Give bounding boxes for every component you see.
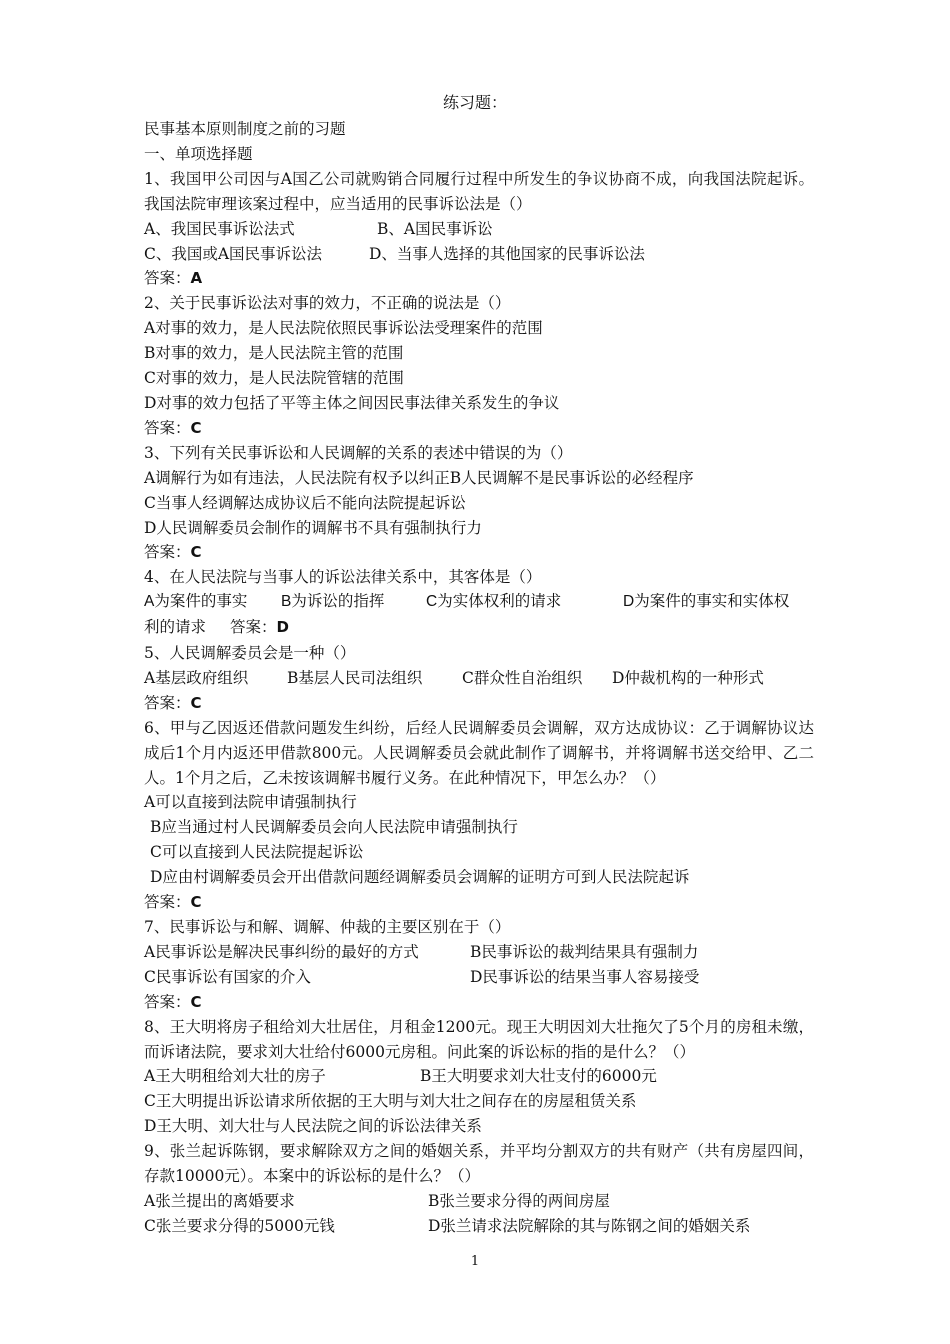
answer-label: 答案： — [144, 418, 191, 437]
option-b: B对事的效力，是人民法院主管的范围 — [144, 344, 404, 363]
option-d: D人民调解委员会制作的调解书不具有强制执行力 — [144, 518, 482, 537]
option-c: C王大明提出诉讼请求所依据的王大明与刘大壮之间存在的房屋租赁关系 — [144, 1092, 637, 1111]
question-7-stem: 7、民事诉讼与和解、调解、仲裁的主要区别在于（） — [144, 918, 511, 936]
answer-value: C — [190, 543, 202, 562]
question-2-stem: 2、关于民事诉讼法对事的效力，不正确的说法是（） — [144, 294, 511, 313]
option-ab: A调解行为如有违法，人民法院有权予以纠正B人民调解不是民事诉讼的必经程序 — [144, 468, 694, 487]
option-a: A王大明租给刘大壮的房子 — [144, 1067, 326, 1086]
option-c: C张兰要求分得的5000元钱 — [144, 1216, 335, 1235]
answer-1 — [144, 266, 814, 291]
answer-value: C — [190, 418, 202, 437]
option-b: B民事诉讼的裁判结果具有强制力 — [470, 942, 699, 961]
option-b: B王大明要求刘大壮支付的6000元 — [420, 1067, 657, 1086]
option-c: C为实体权利的请求 — [426, 593, 562, 611]
question-5-stem: 5、人民调解委员会是一种（） — [144, 644, 356, 663]
question-4-continuation — [144, 615, 814, 641]
option-a: A可以直接到法院申请强制执行 — [144, 793, 357, 812]
option-b: B应当通过村人民调解委员会向人民法院申请强制执行 — [150, 818, 518, 837]
question-1-options-ab — [144, 217, 814, 242]
question-4-stem: 4、在人民法院与当事人的诉讼法律关系中，其客体是（） — [144, 568, 542, 587]
option-a: A张兰提出的离婚要求 — [144, 1191, 295, 1210]
option-a: A、我国民事诉讼法式 — [144, 219, 295, 238]
question-6-stem: 6、甲与乙因返还借款问题发生纠纷，后经人民调解委员会调解，双方达成协议：乙于调解协议达成后1个月内返还甲借款800元。人民调解委员会就此制作了调解书，并将调解书送交给甲、乙二人。1个月之后，乙未按该调解书履行义务。在此种情况下，甲怎么办？（） — [144, 718, 814, 787]
option-d: D王大明、刘大壮与人民法院之间的诉讼法律关系 — [144, 1117, 482, 1136]
answer-3 — [144, 540, 814, 565]
option-b: B张兰要求分得的两间房屋 — [428, 1191, 610, 1210]
option-a: A民事诉讼是解决民事纠纷的最好的方式 — [144, 942, 419, 961]
answer-value: C — [190, 893, 202, 912]
option-c: C当事人经调解达成协议后不能向法院提起诉讼 — [144, 493, 466, 512]
answer-6 — [144, 890, 814, 915]
option-c: C对事的效力，是人民法院管辖的范围 — [144, 369, 404, 388]
question-9-options-ab — [144, 1189, 814, 1214]
answer-2 — [144, 416, 814, 441]
question-9-options-cd — [144, 1214, 814, 1239]
question-1-options-cd — [144, 242, 814, 267]
document-body — [144, 117, 814, 1239]
option-c: C群众性自治组织 — [462, 668, 583, 687]
page-number: 1 — [470, 1254, 480, 1269]
answer-label: 答案： — [144, 693, 191, 712]
subtitle: 民事基本原则制度之前的习题 — [144, 120, 346, 138]
question-5-options — [144, 666, 814, 691]
answer-7 — [144, 990, 814, 1015]
option-a: A为案件的事实 — [144, 593, 248, 611]
answer-label: 答案： — [230, 618, 277, 637]
option-d: D为案件的事实和实体权 — [623, 593, 790, 611]
question-8-stem: 8、王大明将房子租给刘大壮居住，月租金1200元。现王大明因刘大壮拖欠了5个月的房租未缴，而诉诸法院，要求刘大壮给付6000元房租。问此案的诉讼标的指的是什么？（） — [144, 1017, 814, 1061]
section-heading: 一、单项选择题 — [144, 144, 253, 163]
question-9-stem: 9、张兰起诉陈钢，要求解除双方之间的婚姻关系，并平均分割双方的共有财产（共有房屋四间，存款10000元）。本案中的诉讼标的是什么？（） — [144, 1142, 814, 1186]
answer-label: 答案： — [144, 269, 191, 288]
option-b: B基层人民司法组织 — [287, 668, 423, 687]
option-d: D应由村调解委员会开出借款问题经调解委员会调解的证明方可到人民法院起诉 — [150, 868, 690, 887]
question-7-options-ab — [144, 940, 814, 965]
page-title: 练习题： — [442, 93, 507, 112]
option-b: B、A国民事诉讼 — [377, 219, 493, 238]
answer-5 — [144, 691, 814, 716]
answer-value: C — [190, 992, 202, 1011]
option-d-continuation: 利的请求 — [144, 619, 207, 637]
option-d: D民事诉讼的结果当事人容易接受 — [470, 967, 700, 986]
question-1-stem: 1、我国甲公司因与A国乙公司就购销合同履行过程中所发生的争议协商不成，向我国法院起诉。我国法院审理该案过程中，应当适用的民事诉讼法是（） — [144, 169, 814, 213]
option-d: D仲裁机构的一种形式 — [612, 668, 764, 687]
option-d: D张兰请求法院解除的其与陈钢之间的婚姻关系 — [428, 1216, 751, 1235]
option-a: A基层政府组织 — [144, 668, 249, 687]
option-c: C、我国或A国民事诉讼法 — [144, 244, 323, 263]
question-3-stem: 3、下列有关民事诉讼和人民调解的关系的表述中错误的为（） — [144, 443, 573, 462]
option-c: C民事诉讼有国家的介入 — [144, 967, 311, 986]
answer-value: A — [190, 269, 203, 288]
option-d: D、当事人选择的其他国家的民事诉讼法 — [369, 244, 645, 263]
answer-label: 答案： — [144, 543, 191, 562]
option-c: C可以直接到人民法院提起诉讼 — [150, 843, 364, 862]
answer-label: 答案： — [144, 893, 191, 912]
answer-label: 答案： — [144, 992, 191, 1011]
option-b: B为诉讼的指挥 — [281, 593, 385, 611]
question-8-options-ab — [144, 1064, 814, 1089]
option-d: D对事的效力包括了平等主体之间因民事法律关系发生的争议 — [144, 393, 560, 412]
question-7-options-cd — [144, 965, 814, 990]
option-a: A对事的效力，是人民法院依照民事诉讼法受理案件的范围 — [144, 319, 543, 338]
answer-value: D — [276, 618, 289, 637]
question-4-options — [144, 590, 814, 615]
answer-value: C — [190, 693, 202, 712]
